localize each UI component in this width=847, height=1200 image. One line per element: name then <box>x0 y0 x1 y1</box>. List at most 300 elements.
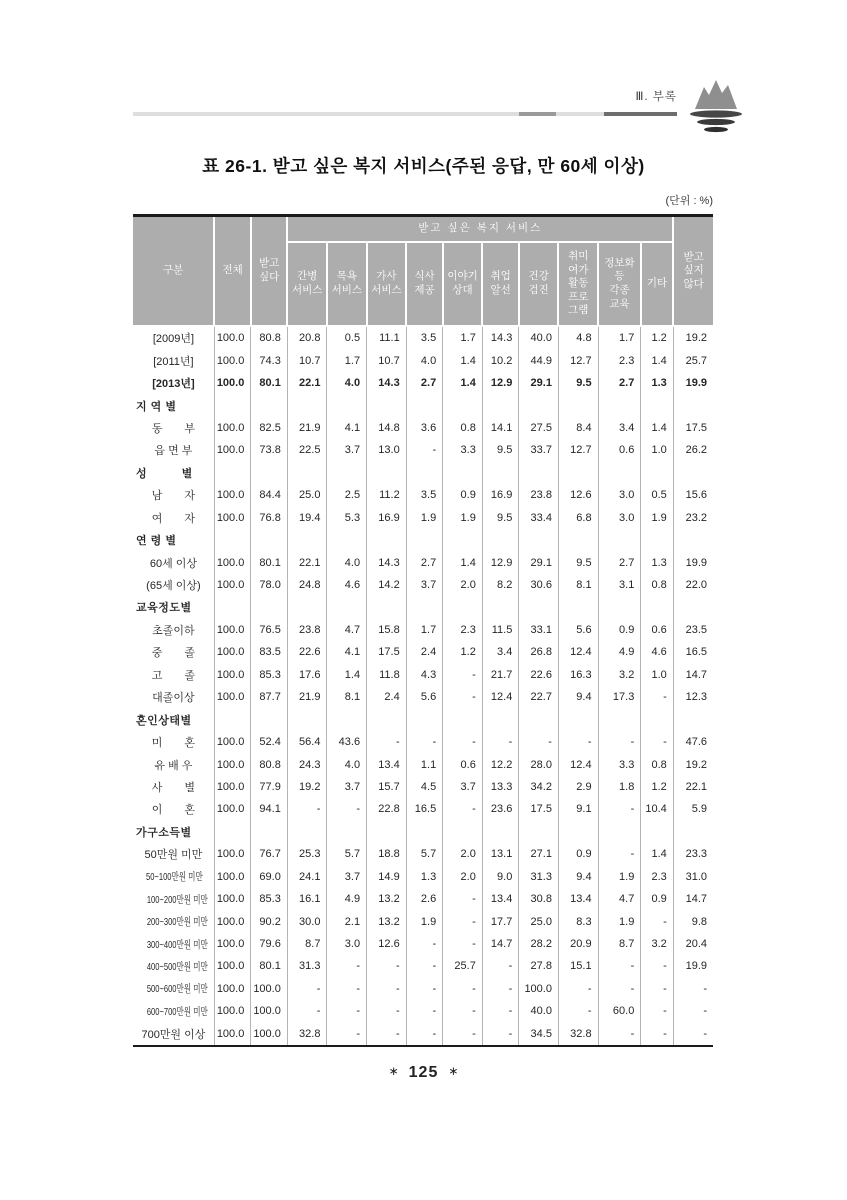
table-cell: 1.9 <box>443 507 483 529</box>
table-cell <box>558 529 598 551</box>
table-cell: 25.0 <box>519 910 559 932</box>
footer-decor-left: ∗ <box>388 1064 399 1078</box>
table-cell: 11.2 <box>367 484 407 506</box>
table-cell <box>367 462 407 484</box>
table-cell: 1.3 <box>641 372 673 394</box>
table-cell <box>558 394 598 416</box>
table-cell: 19.9 <box>673 551 713 573</box>
page-number <box>0 1064 847 1082</box>
table-cell: 12.6 <box>558 484 598 506</box>
table-cell: - <box>641 955 673 977</box>
table-cell: 2.7 <box>598 551 641 573</box>
table-row <box>133 910 713 932</box>
table-cell: 100.0 <box>519 978 559 1000</box>
table-cell: 12.7 <box>558 349 598 371</box>
table-cell: 0.9 <box>598 619 641 641</box>
table-cell <box>482 394 519 416</box>
table-cell: 87.7 <box>251 686 288 708</box>
table-cell: 0.9 <box>443 484 483 506</box>
table-cell: 31.0 <box>673 866 713 888</box>
table-cell: 100.0 <box>214 753 251 775</box>
table-cell: 4.9 <box>598 641 641 663</box>
table-cell: 100.0 <box>214 843 251 865</box>
table-row <box>133 417 713 439</box>
table-cell: 0.9 <box>641 888 673 910</box>
table-cell <box>598 821 641 843</box>
table-cell: 2.4 <box>406 641 443 663</box>
table-cell: 31.3 <box>519 866 559 888</box>
table-cell <box>482 708 519 730</box>
table-cell: 9.5 <box>482 439 519 461</box>
table-cell: 4.0 <box>406 349 443 371</box>
table-cell: 8.2 <box>482 574 519 596</box>
table-cell: 100.0 <box>214 933 251 955</box>
table-row <box>133 1023 713 1046</box>
table-cell: 0.6 <box>598 439 641 461</box>
table-cell: 76.5 <box>251 619 288 641</box>
table-cell: 3.1 <box>598 574 641 596</box>
row-label: 고 졸 <box>151 669 196 682</box>
table-cell: 27.1 <box>519 843 559 865</box>
row-label: 읍 면 부 <box>154 445 193 458</box>
table-cell <box>558 462 598 484</box>
table-cell: 13.1 <box>482 843 519 865</box>
table-cell: 23.6 <box>482 798 519 820</box>
table-cell <box>251 596 288 618</box>
table-row <box>133 462 713 484</box>
table-container <box>133 214 713 1047</box>
table-cell: - <box>558 731 598 753</box>
table-cell: 22.8 <box>367 798 407 820</box>
table-cell: - <box>367 731 407 753</box>
table-cell: 1.4 <box>443 372 483 394</box>
table-cell: 19.2 <box>673 326 713 349</box>
table-cell: 26.8 <box>519 641 559 663</box>
table-cell: 22.6 <box>287 641 327 663</box>
table-cell: 21.7 <box>482 664 519 686</box>
table-cell: 11.5 <box>482 619 519 641</box>
table-cell: 12.6 <box>367 933 407 955</box>
row-label: 교육정도별 <box>136 602 192 615</box>
table-cell: 100.0 <box>214 484 251 506</box>
table-cell <box>327 821 367 843</box>
row-label: 가구소득별 <box>136 826 192 839</box>
footer-decor-right: ∗ <box>448 1064 459 1078</box>
table-cell <box>406 462 443 484</box>
table-cell: - <box>287 1000 327 1022</box>
table-cell: 22.0 <box>673 574 713 596</box>
table-cell: 3.5 <box>406 484 443 506</box>
table-cell: 8.1 <box>558 574 598 596</box>
table-cell: 3.7 <box>406 574 443 596</box>
table-cell: 33.1 <box>519 619 559 641</box>
table-cell: 13.3 <box>482 776 519 798</box>
table-row <box>133 439 713 461</box>
table-cell: 82.5 <box>251 417 288 439</box>
table-cell: 100.0 <box>214 1000 251 1022</box>
table-cell: - <box>558 978 598 1000</box>
table-cell <box>251 462 288 484</box>
table-cell: 1.0 <box>641 439 673 461</box>
table-cell: 24.8 <box>287 574 327 596</box>
table-cell: - <box>443 978 483 1000</box>
table-row <box>133 1000 713 1022</box>
row-label <box>133 866 214 888</box>
table-row <box>133 776 713 798</box>
table-cell: 19.2 <box>673 753 713 775</box>
table-cell <box>443 462 483 484</box>
table-cell: 27.5 <box>519 417 559 439</box>
row-label: 미 혼 <box>151 737 196 750</box>
table-cell: - <box>367 978 407 1000</box>
column-header: 받고 싶지 않다 <box>673 216 713 327</box>
table-cell: 14.3 <box>482 326 519 349</box>
table-cell: 9.5 <box>558 372 598 394</box>
table-cell <box>367 529 407 551</box>
table-cell: 1.7 <box>406 619 443 641</box>
table-row <box>133 731 713 753</box>
table-row <box>133 484 713 506</box>
table-row <box>133 843 713 865</box>
table-cell: 13.4 <box>482 888 519 910</box>
table-cell: - <box>406 978 443 1000</box>
table-cell: 23.8 <box>519 484 559 506</box>
table-cell <box>214 596 251 618</box>
table-cell: 40.0 <box>519 326 559 349</box>
table-cell: 80.1 <box>251 955 288 977</box>
table-cell: 9.8 <box>673 910 713 932</box>
row-label-text: 50~100만원 미만 <box>146 871 203 884</box>
table-cell: - <box>673 1000 713 1022</box>
table-cell: 1.2 <box>641 326 673 349</box>
table-cell: - <box>641 731 673 753</box>
table-cell: 25.7 <box>673 349 713 371</box>
table-cell <box>673 821 713 843</box>
table-cell <box>641 529 673 551</box>
table-cell: 73.8 <box>251 439 288 461</box>
table-cell: 20.4 <box>673 933 713 955</box>
table-cell: 16.1 <box>287 888 327 910</box>
table-cell <box>558 708 598 730</box>
table-cell: 22.1 <box>287 551 327 573</box>
table-cell: 2.3 <box>598 349 641 371</box>
table-cell: 18.8 <box>367 843 407 865</box>
table-cell <box>673 529 713 551</box>
table-cell: - <box>406 1023 443 1046</box>
table-cell: - <box>558 1000 598 1022</box>
table-cell <box>641 394 673 416</box>
table-cell: 4.6 <box>641 641 673 663</box>
table-cell: 3.7 <box>327 776 367 798</box>
table-cell: 3.0 <box>598 507 641 529</box>
table-cell: - <box>367 955 407 977</box>
table-cell: 25.0 <box>287 484 327 506</box>
table-cell <box>558 821 598 843</box>
table-cell: 17.7 <box>482 910 519 932</box>
table-cell: 60.0 <box>598 1000 641 1022</box>
table-cell: 9.4 <box>558 686 598 708</box>
table-cell: 2.4 <box>367 686 407 708</box>
table-cell: 10.2 <box>482 349 519 371</box>
table-cell: 100.0 <box>214 507 251 529</box>
table-cell: 19.4 <box>287 507 327 529</box>
table-cell: - <box>406 955 443 977</box>
table-cell: 1.4 <box>327 664 367 686</box>
table-cell: 5.3 <box>327 507 367 529</box>
table-cell: 9.0 <box>482 866 519 888</box>
table-cell: 3.3 <box>443 439 483 461</box>
row-label <box>133 955 214 977</box>
table-cell: 9.1 <box>558 798 598 820</box>
row-label: 성 별 <box>136 467 193 480</box>
table-cell: 44.9 <box>519 349 559 371</box>
footer-number: 125 <box>408 1064 439 1081</box>
table-cell: 8.7 <box>287 933 327 955</box>
table-cell: - <box>287 798 327 820</box>
table-cell: 22.5 <box>287 439 327 461</box>
table-cell: 9.4 <box>558 866 598 888</box>
row-label-text: 500~600만원 미만 <box>146 983 208 996</box>
row-label: 700만원 이상 <box>141 1028 206 1041</box>
table-cell: 1.7 <box>327 349 367 371</box>
table-cell: - <box>598 978 641 1000</box>
table-cell: 16.9 <box>482 484 519 506</box>
row-label: 사 별 <box>151 781 196 794</box>
table-cell: 4.0 <box>327 372 367 394</box>
table-cell: 3.2 <box>598 664 641 686</box>
table-cell: 14.8 <box>367 417 407 439</box>
table-cell: 23.8 <box>287 619 327 641</box>
table-cell <box>327 529 367 551</box>
table-cell <box>443 596 483 618</box>
table-cell: 23.3 <box>673 843 713 865</box>
table-cell: 2.1 <box>327 910 367 932</box>
table-cell: 4.3 <box>406 664 443 686</box>
table-row <box>133 866 713 888</box>
table-cell: 16.5 <box>406 798 443 820</box>
table-cell: 80.1 <box>251 372 288 394</box>
table-cell <box>673 462 713 484</box>
table-cell: 1.8 <box>598 776 641 798</box>
table-cell: 100.0 <box>214 978 251 1000</box>
table-cell: 32.8 <box>558 1023 598 1046</box>
table-cell: 1.4 <box>641 349 673 371</box>
table-cell: 23.5 <box>673 619 713 641</box>
table-cell: - <box>482 1000 519 1022</box>
table-cell: 83.5 <box>251 641 288 663</box>
table-cell: 4.0 <box>327 753 367 775</box>
table-cell: 100.0 <box>214 372 251 394</box>
table-cell: 13.2 <box>367 888 407 910</box>
table-cell: 3.0 <box>598 484 641 506</box>
row-label-text: 200~300만원 미만 <box>146 916 208 929</box>
logo-wave-3 <box>704 127 728 132</box>
table-cell: 8.4 <box>558 417 598 439</box>
row-label: [2013년] <box>152 378 195 391</box>
table-cell <box>214 708 251 730</box>
table-row <box>133 955 713 977</box>
table-cell <box>482 821 519 843</box>
table-cell: 15.1 <box>558 955 598 977</box>
table-cell <box>287 394 327 416</box>
table-cell: 90.2 <box>251 910 288 932</box>
table-cell: 3.7 <box>327 439 367 461</box>
table-cell <box>327 462 367 484</box>
table-cell: 5.7 <box>406 843 443 865</box>
header-rule-segment <box>519 112 556 116</box>
table-row <box>133 664 713 686</box>
table-cell: 52.4 <box>251 731 288 753</box>
table-cell: 1.1 <box>406 753 443 775</box>
table-cell: 100.0 <box>251 978 288 1000</box>
table-body <box>133 326 713 1046</box>
table-cell: 25.7 <box>443 955 483 977</box>
table-cell: - <box>327 1000 367 1022</box>
table-cell: 8.7 <box>598 933 641 955</box>
table-cell: 3.7 <box>327 866 367 888</box>
table-cell <box>482 529 519 551</box>
table-cell <box>406 394 443 416</box>
table-cell: 5.7 <box>327 843 367 865</box>
table-cell: 2.5 <box>327 484 367 506</box>
row-label: 여 자 <box>151 512 196 525</box>
row-label: 초졸이하 <box>152 624 195 637</box>
table-cell <box>519 596 559 618</box>
table-cell: 100.0 <box>251 1000 288 1022</box>
table-cell: 69.0 <box>251 866 288 888</box>
table-cell: 100.0 <box>214 888 251 910</box>
table-cell: 28.0 <box>519 753 559 775</box>
table-cell: 1.4 <box>641 417 673 439</box>
table-cell: 12.7 <box>558 439 598 461</box>
table-cell: 3.5 <box>406 326 443 349</box>
table-cell <box>287 821 327 843</box>
table-cell: 15.6 <box>673 484 713 506</box>
table-cell: 94.1 <box>251 798 288 820</box>
table-cell: 14.7 <box>673 664 713 686</box>
table-cell: 2.0 <box>443 866 483 888</box>
table-cell: 2.0 <box>443 574 483 596</box>
header-row <box>133 216 713 243</box>
table-cell: 80.1 <box>251 551 288 573</box>
table-cell: 29.1 <box>519 372 559 394</box>
table-cell: - <box>443 686 483 708</box>
row-label: 연 령 별 <box>136 535 177 548</box>
table-cell: 12.9 <box>482 551 519 573</box>
table-cell: 1.2 <box>641 776 673 798</box>
table-cell: 29.1 <box>519 551 559 573</box>
table-cell: 85.3 <box>251 888 288 910</box>
table-cell: 2.0 <box>443 843 483 865</box>
table-cell: 10.7 <box>287 349 327 371</box>
table-cell: - <box>367 1023 407 1046</box>
table-cell <box>641 596 673 618</box>
table-cell: 100.0 <box>214 326 251 349</box>
table-cell <box>519 462 559 484</box>
column-header: 기타 <box>641 242 673 326</box>
table-cell: 30.8 <box>519 888 559 910</box>
table-cell: 19.9 <box>673 955 713 977</box>
table-cell: 1.2 <box>443 641 483 663</box>
table-cell: - <box>367 1000 407 1022</box>
table-cell: 76.8 <box>251 507 288 529</box>
table-cell: 1.9 <box>641 507 673 529</box>
table-row <box>133 372 713 394</box>
header-rule-segment <box>604 112 677 116</box>
table-cell: 1.4 <box>641 843 673 865</box>
table-cell: 3.7 <box>443 776 483 798</box>
table-cell: - <box>443 910 483 932</box>
table-cell: 22.7 <box>519 686 559 708</box>
table-cell: 3.4 <box>482 641 519 663</box>
table-cell <box>327 596 367 618</box>
row-label-text: 600~700만원 미만 <box>146 1005 208 1018</box>
table-cell: 14.7 <box>482 933 519 955</box>
table-cell: 22.1 <box>673 776 713 798</box>
column-header: 식사 제공 <box>406 242 443 326</box>
column-header: 취미 여가 활동 프로 그램 <box>558 242 598 326</box>
table-cell: 10.4 <box>641 798 673 820</box>
table-cell: - <box>482 955 519 977</box>
table-cell: - <box>482 1023 519 1046</box>
table-cell <box>214 394 251 416</box>
row-label: 동 부 <box>151 422 196 435</box>
table-cell <box>519 394 559 416</box>
column-header: 목욕 서비스 <box>327 242 367 326</box>
table-cell: 100.0 <box>214 798 251 820</box>
row-label: 남 자 <box>151 490 196 503</box>
table-cell <box>443 529 483 551</box>
row-label: 이 혼 <box>151 804 196 817</box>
table-cell: - <box>443 664 483 686</box>
table-cell: 2.6 <box>406 888 443 910</box>
table-cell: 19.9 <box>673 372 713 394</box>
table-cell: 0.8 <box>641 574 673 596</box>
table-cell: 25.3 <box>287 843 327 865</box>
table-cell: 12.4 <box>482 686 519 708</box>
table-cell: 2.9 <box>558 776 598 798</box>
table-cell: 100.0 <box>214 574 251 596</box>
table-row <box>133 619 713 641</box>
table-cell: 2.7 <box>406 551 443 573</box>
table-cell: 40.0 <box>519 1000 559 1022</box>
table-cell: 22.6 <box>519 664 559 686</box>
table-cell <box>641 462 673 484</box>
table-cell: - <box>598 843 641 865</box>
row-label: 혼인상태별 <box>136 714 192 727</box>
table-cell: 30.0 <box>287 910 327 932</box>
table-cell <box>673 596 713 618</box>
table-cell: 84.4 <box>251 484 288 506</box>
table-cell: 14.9 <box>367 866 407 888</box>
table-cell <box>598 394 641 416</box>
table-row <box>133 753 713 775</box>
table-cell: 16.3 <box>558 664 598 686</box>
table-row <box>133 529 713 551</box>
table-cell: - <box>519 731 559 753</box>
table-cell: 100.0 <box>214 641 251 663</box>
table-cell: 100.0 <box>214 910 251 932</box>
table-cell <box>327 708 367 730</box>
table-cell <box>367 821 407 843</box>
table-cell: - <box>327 978 367 1000</box>
table-cell: 9.5 <box>482 507 519 529</box>
table-cell: - <box>443 933 483 955</box>
table-cell: 30.6 <box>519 574 559 596</box>
table-cell <box>482 596 519 618</box>
table-cell: 1.0 <box>641 664 673 686</box>
table-header <box>133 216 713 327</box>
